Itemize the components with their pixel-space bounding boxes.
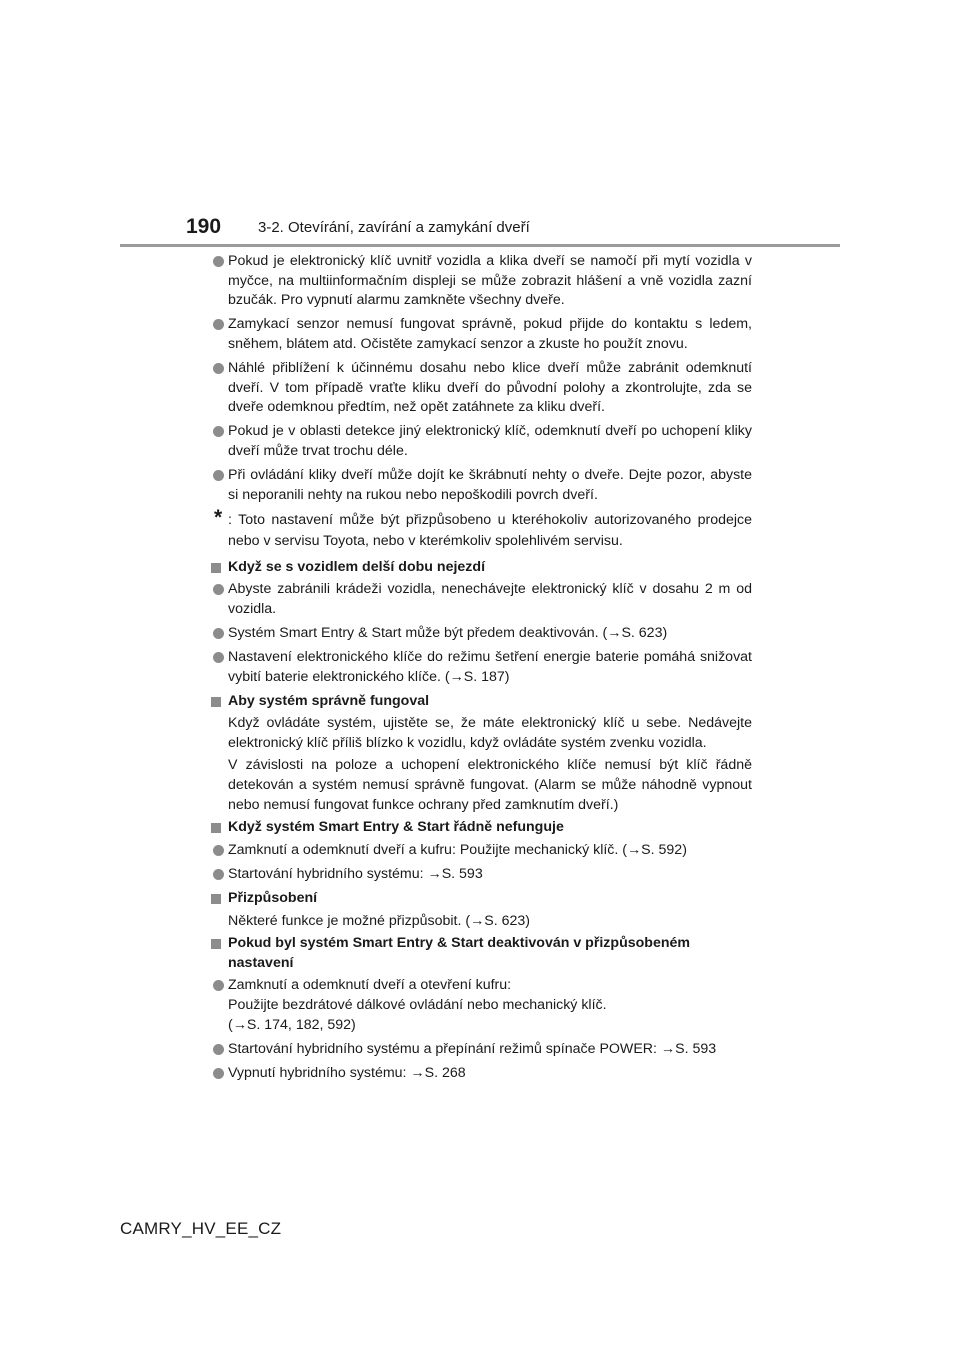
bullet-item bbox=[210, 648, 752, 687]
section-heading bbox=[210, 558, 752, 578]
page-number: 190 bbox=[186, 215, 222, 238]
bullet-text: Abyste zabránili krádeži vozidla, nenechávejte elektronický klíč v dosahu 2 m od vozidla. bbox=[228, 581, 752, 617]
footnote-marker: * bbox=[214, 505, 223, 529]
square-bullet-icon bbox=[211, 823, 221, 833]
bullet-dot-icon bbox=[213, 980, 224, 991]
bullet-text: Systém Smart Entry & Start může být předem deaktivován. (→S. 623) bbox=[228, 624, 668, 641]
bullet-dot-icon bbox=[213, 319, 224, 330]
bullet-dot-icon bbox=[213, 869, 224, 880]
footnote bbox=[210, 505, 752, 552]
bullet-text: Startování hybridního systému: →S. 593 bbox=[228, 865, 483, 882]
heading-text: Pokud byl systém Smart Entry & Start deaktivován v přizpůsobeném nastavení bbox=[228, 935, 691, 971]
heading-text: Aby systém správně fungoval bbox=[228, 692, 430, 709]
page-content bbox=[210, 252, 752, 1088]
bullet-dot-icon bbox=[213, 628, 224, 639]
bullet-text-line: Použijte bezdrátové dálkové ovládání nebo mechanický klíč. bbox=[228, 997, 607, 1013]
bullet-text-line: Zamknutí a odemknutí dveří a otevření kufru: bbox=[228, 977, 512, 994]
bullet-dot-icon bbox=[213, 256, 224, 267]
bullet-text: Nastavení elektronického klíče do režimu šetření energie baterie pomáhá snižovat vybití baterie elektronického klíče. (→S. 187) bbox=[228, 649, 752, 685]
heading-text: Přizpůsobení bbox=[228, 890, 318, 907]
document-code: CAMRY_HV_EE_CZ bbox=[120, 1219, 282, 1238]
square-bullet-icon bbox=[211, 697, 221, 707]
square-bullet-icon bbox=[211, 939, 221, 949]
header-divider bbox=[120, 244, 840, 247]
section-heading bbox=[210, 692, 752, 712]
heading-text: Když systém Smart Entry & Start řádně nefunguje bbox=[228, 819, 564, 836]
bullet-text: Zamknutí a odemknutí dveří a kufru: Použijte mechanický klíč. (→S. 592) bbox=[228, 841, 687, 858]
bullet-dot-icon bbox=[213, 1068, 224, 1079]
bullet-text-line: (→S. 174, 182, 592) bbox=[228, 1016, 356, 1033]
bullet-item bbox=[210, 841, 752, 861]
bullet-dot-icon bbox=[213, 584, 224, 595]
bullet-item bbox=[210, 976, 752, 1035]
bullet-item bbox=[210, 315, 752, 354]
bullet-text: Pokud je elektronický klíč uvnitř vozidla a klika dveří se namočí při mytí vozidla v myčce, na multiinformačním displeji se může zobrazit hlášení a vně vozidla zazní bzučák. Pro vypnutí alarmu zamkněte všechny dveře. bbox=[228, 253, 752, 309]
bullet-dot-icon bbox=[213, 426, 224, 437]
bullet-dot-icon bbox=[213, 470, 224, 481]
bullet-item bbox=[210, 359, 752, 418]
bullet-item bbox=[210, 1040, 752, 1060]
heading-text: Když se s vozidlem delší dobu nejezdí bbox=[228, 558, 486, 575]
square-bullet-icon bbox=[211, 563, 221, 573]
bullet-text: Vypnutí hybridního systému: →S. 268 bbox=[228, 1064, 466, 1081]
section-heading bbox=[210, 934, 752, 973]
paragraph: Některé funkce je možné přizpůsobit. (→S. 623) bbox=[228, 912, 531, 929]
bullet-item bbox=[210, 624, 752, 644]
bullet-item bbox=[210, 580, 752, 619]
section-title: 3-2. Otevírání, zavírání a zamykání dveří bbox=[258, 219, 530, 236]
bullet-dot-icon bbox=[213, 652, 224, 663]
bullet-dot-icon bbox=[213, 845, 224, 856]
bullet-item bbox=[210, 466, 752, 505]
bullet-item bbox=[210, 865, 752, 885]
bullet-text: Zamykací senzor nemusí fungovat správně, pokud přijde do kontaktu s ledem, sněhem, blátem atd. Očistěte zamykací senzor a zkuste ho použít znovu. bbox=[228, 316, 752, 352]
bullet-text: Startování hybridního systému a přepínání režimů spínače POWER: →S. 593 bbox=[228, 1040, 717, 1057]
bullet-dot-icon bbox=[213, 363, 224, 374]
section-heading bbox=[210, 889, 752, 909]
section-heading bbox=[210, 818, 752, 838]
bullet-item bbox=[210, 422, 752, 461]
bullet-item bbox=[210, 252, 752, 311]
bullet-text: Při ovládání kliky dveří může dojít ke škrábnutí nehty o dveře. Dejte pozor, abyste si neporanili nehty na rukou nebo nepoškodili povrch dveří. bbox=[228, 466, 752, 503]
bullet-dot-icon bbox=[213, 1044, 224, 1055]
footnote-text: : Toto nastavení může být přizpůsobeno u kteréhokoliv autorizovaného prodejce nebo v servisu Toyota, nebo v kterémkoliv spolehlivém servisu. bbox=[228, 511, 752, 549]
paragraph: Když ovládáte systém, ujistěte se, že máte elektronický klíč u sebe. Nedávejte elektronický klíč příliš blízko k vozidlu, když ovládáte systém zvenku vozidla. bbox=[228, 715, 752, 751]
paragraph: V závislosti na poloze a uchopení elektronického klíče nemusí být klíč řádně detekován a systém nemusí správně fungovat. (Alarm se může náhodně vypnout nebo nemusí fungovat funkce ochrany před zamknutím dveří.) bbox=[228, 757, 752, 813]
bullet-text: Pokud je v oblasti detekce jiný elektronický klíč, odemknutí dveří po uchopení kliky dveří může trvat trochu déle. bbox=[228, 423, 752, 459]
bullet-item bbox=[210, 1064, 752, 1084]
square-bullet-icon bbox=[211, 894, 221, 904]
bullet-text: Náhlé přiblížení k účinnému dosahu nebo klice dveří může zabránit odemknutí dveří. V tom případě vraťte kliku dveří do původní polohy a zkontrolujte, zda se dveře odemknou předtím, než opět zatáhnete za kliku dveří. bbox=[228, 359, 752, 416]
